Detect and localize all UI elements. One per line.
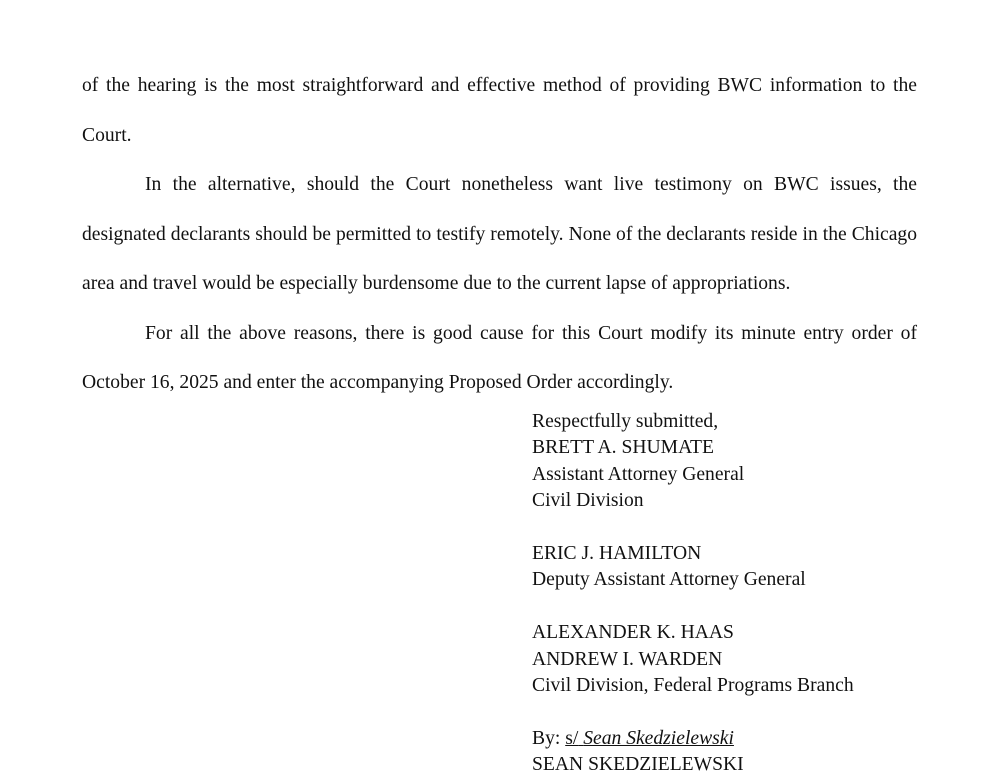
signatory-name-shumate: BRETT A. SHUMATE <box>532 437 714 459</box>
spacer <box>532 699 972 725</box>
signatory-name-haas: ALEXANDER K. HAAS <box>532 622 734 644</box>
signature-block <box>532 409 972 779</box>
signatory-title-shumate: Assistant Attorney General <box>532 463 745 485</box>
signatory-title-hamilton: Deputy Assistant Attorney General <box>532 569 806 591</box>
electronic-signature-mark: s/ <box>565 727 579 749</box>
spacer <box>532 515 972 541</box>
paragraph-continuation: of the hearing is the most straightforward and effective method of providing BWC information to the Court. <box>82 75 917 146</box>
branch-line: Civil Division, Federal Programs Branch <box>532 675 854 697</box>
by-label: By: <box>532 727 566 749</box>
paragraph-alternative: In the alternative, should the Court nonetheless want live testimony on BWC issues, the designated declarants should be permitted to testify remotely. None of the declarants reside in the Chicago area and travel would be especially burdensome due to the current lapse of appropriations. <box>82 174 917 294</box>
electronic-signature-name-text: Sean Skedzielewski <box>583 727 734 749</box>
signed-by-line <box>532 726 972 752</box>
spacer <box>532 594 972 620</box>
document-body <box>82 61 917 408</box>
paragraph-conclusion: For all the above reasons, there is good cause for this Court modify its minute entry order of October 16, 2025 and enter the accompanying Proposed Order accordingly. <box>82 322 917 393</box>
electronic-signature-name <box>578 728 734 749</box>
division-line: Civil Division <box>532 490 644 512</box>
closing-line: Respectfully submitted, <box>532 411 719 432</box>
signatory-name-skedzielewski: SEAN SKEDZIELEWSKI <box>532 754 744 776</box>
signatory-name-warden: ANDREW I. WARDEN <box>532 648 723 670</box>
signatory-name-hamilton: ERIC J. HAMILTON <box>532 543 702 565</box>
